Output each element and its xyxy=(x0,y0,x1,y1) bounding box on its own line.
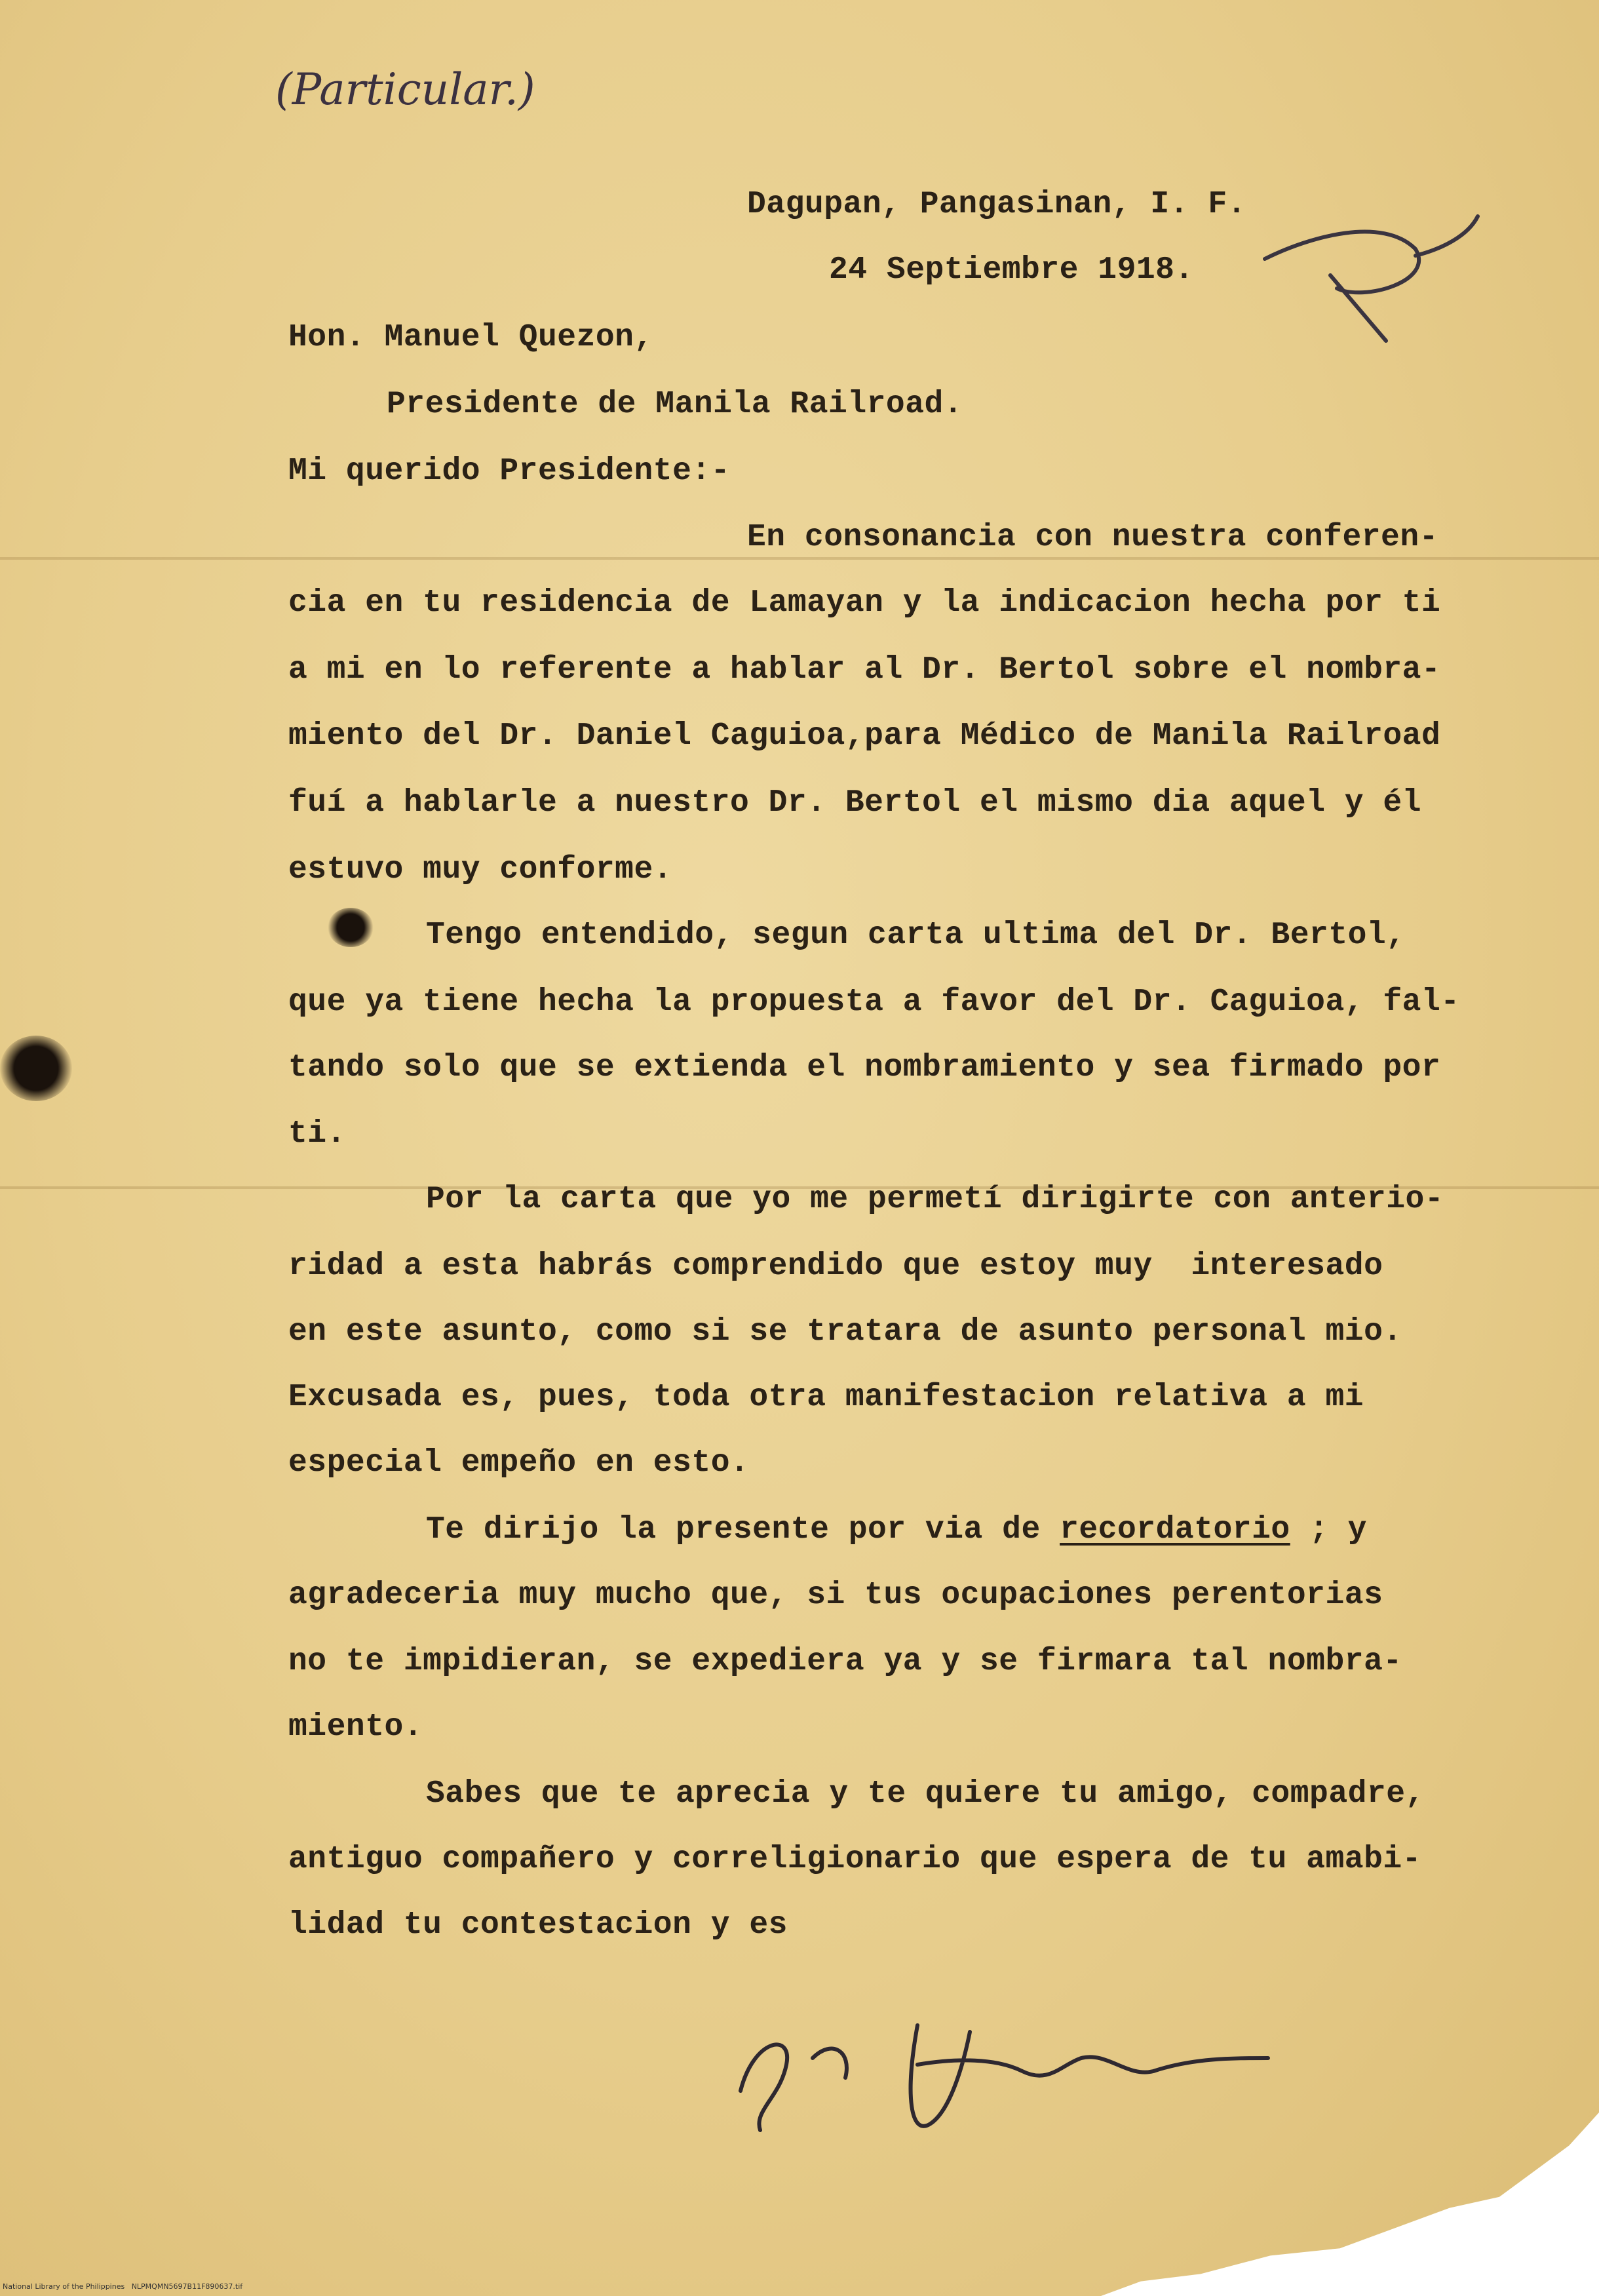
paragraph1-line: a mi en lo referente a hablar al Dr. Bertol sobre el nombra- xyxy=(288,652,1441,688)
paragraph3-line: en este asunto, como si se tratara de asunto personal mio. xyxy=(288,1314,1402,1350)
recipient-title: Presidente de Manila Railroad. xyxy=(387,387,963,422)
paragraph4-text: ; y xyxy=(1290,1512,1367,1547)
paragraph2-line: que ya tiene hecha la propuesta a favor del Dr. Caguioa, fal- xyxy=(288,984,1460,1020)
recipient-name: Hon. Manuel Quezon, xyxy=(288,320,653,355)
paragraph1-line: En consonancia con nuestra conferen- xyxy=(747,520,1438,555)
paragraph5-line: lidad tu contestacion y es xyxy=(288,1907,788,1943)
place-line: Dagupan, Pangasinan, I. F. xyxy=(747,187,1246,222)
paragraph1-line: fuí a hablarle a nuestro Dr. Bertol el mismo dia aquel y él xyxy=(288,785,1421,821)
paragraph4-line: agradeceria muy mucho que, si tus ocupaciones perentorias xyxy=(288,1578,1383,1613)
paragraph1-line: cia en tu residencia de Lamayan y la indicacion hecha por ti xyxy=(288,585,1441,621)
paragraph4-text: Te dirijo la presente por via de xyxy=(426,1512,1060,1547)
paragraph2-line: Tengo entendido, segun carta ultima del Dr. Bertol, xyxy=(426,918,1406,953)
paragraph3-line: ridad a esta habrás comprendido que estoy muy interesado xyxy=(288,1249,1383,1284)
paragraph5-line: Sabes que te aprecia y te quiere tu amigo, compadre, xyxy=(426,1776,1425,1812)
date-line: 24 Septiembre 1918. xyxy=(829,252,1194,288)
handwritten-annotation: (Particular.) xyxy=(275,64,535,115)
paragraph4-line: miento. xyxy=(288,1709,423,1745)
salutation: Mi querido Presidente:- xyxy=(288,454,731,489)
paragraph1-line: estuvo muy conforme. xyxy=(288,852,673,887)
initial-mark-icon xyxy=(1265,216,1478,341)
paragraph2-line: tando solo que se extienda el nombramiento y sea firmado por xyxy=(288,1050,1441,1085)
paragraph1-line: miento del Dr. Daniel Caguioa,para Médico de Manila Railroad xyxy=(288,718,1441,754)
archive-footer: National Library of the Philippines NLPMQMN5697B11F890637.tif xyxy=(3,2282,243,2291)
paragraph3-line: Por la carta que yo me permetí dirigirte con anterio- xyxy=(426,1182,1444,1217)
paragraph3-line: Excusada es, pues, toda otra manifestacion relativa a mi xyxy=(288,1380,1364,1415)
paragraph4-first-line xyxy=(426,1512,1367,1547)
emphasized-word: recordatorio xyxy=(1060,1512,1290,1547)
paragraph3-line: especial empeño en esto. xyxy=(288,1445,750,1481)
paragraph5-line: antiguo compañero y correligionario que espera de tu amabi- xyxy=(288,1842,1421,1877)
paragraph4-line: no te impidieran, se expediera ya y se firmara tal nombra- xyxy=(288,1644,1402,1679)
signature-icon xyxy=(741,2025,1268,2130)
paragraph2-line: ti. xyxy=(288,1116,346,1152)
